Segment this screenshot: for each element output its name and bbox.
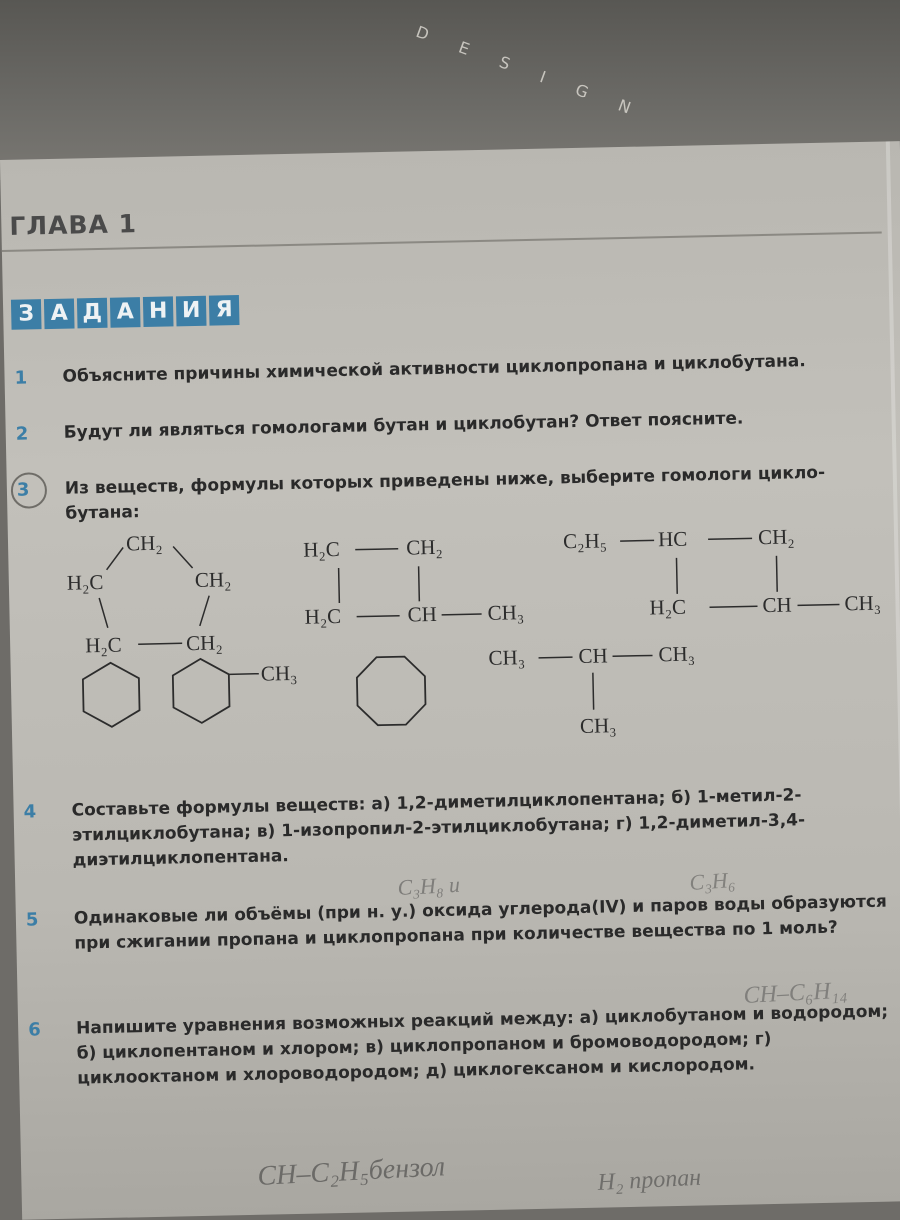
atom-label: CH₂ [757, 524, 795, 550]
handwritten-note: CH–C₆H₁₄ [742, 977, 848, 1009]
structural-formulas [8, 501, 900, 780]
handwritten-note: H₂ пропан [596, 1164, 702, 1196]
task-number: 2 [15, 423, 29, 445]
atom-label: CH₂ [194, 567, 232, 593]
formula-cyclopentane [66, 529, 233, 657]
atom-label: CH [578, 643, 608, 668]
atom-label: H₂C [84, 632, 122, 658]
task-2 [15, 404, 885, 445]
bond [99, 598, 108, 628]
bond [798, 605, 840, 606]
task-number: 6 [28, 1019, 41, 1041]
bond [106, 548, 123, 570]
bond [173, 546, 192, 568]
bond [419, 566, 420, 601]
atom-label: CH₃ [658, 641, 696, 667]
task-text: Объясните причины химической активности циклопропана и циклобутана. [62, 351, 806, 387]
bond [339, 568, 340, 603]
atom-label: H₂C [649, 594, 687, 620]
heading-letter: Н [143, 296, 174, 327]
task-6 [28, 999, 898, 1089]
task-4 [23, 781, 893, 871]
heading-letter: И [176, 296, 207, 327]
atom-label: CH₃ [260, 660, 298, 686]
bond [613, 655, 653, 656]
section-heading-zadaniya [11, 295, 240, 330]
heading-letter: З [11, 299, 42, 330]
task-1 [14, 348, 884, 389]
bond [229, 674, 259, 675]
bond [442, 614, 482, 615]
atom-label: HC [657, 526, 688, 552]
heading-letter: А [44, 298, 75, 329]
textbook-page [0, 141, 900, 1220]
bond [776, 556, 777, 592]
heading-letter: А [110, 297, 141, 328]
bond [199, 596, 210, 626]
bond [708, 538, 752, 539]
handwritten-note: C₃H₆ [688, 866, 737, 895]
bond [138, 643, 182, 644]
atom-label: H₂C [302, 536, 340, 562]
atom-label: H₂C [304, 603, 342, 629]
formula-isobutane [488, 642, 696, 740]
atom-label: CH₃ [579, 713, 617, 738]
task-number: 5 [25, 909, 39, 931]
task-text: Будут ли являться гомологами бутан и циклобутан? Ответ поясните. [63, 408, 744, 443]
design-brand-text: D E S I G N [413, 22, 647, 123]
atom-label: CH₂ [125, 530, 163, 556]
atom-label: CH [407, 601, 438, 627]
task-text: Составьте формулы веществ: а) 1,2-диметилциклопентана; б) 1-метил-2-этилциклобутана; в) 1-изопропил-2-этилциклобутана; г) 1,2-диметил-3,4-диэтилциклопентана. [71, 785, 806, 871]
task-number: 3 [16, 479, 30, 501]
formula-ethyl-methylcyclobutane [563, 523, 881, 622]
atom-label: CH₃ [844, 590, 882, 616]
atom-label: CH [762, 592, 792, 618]
chapter-title: ГЛАВА 1 [9, 209, 138, 241]
bond [620, 540, 654, 541]
bond [539, 657, 573, 658]
heading-letter: Д [77, 298, 108, 329]
bond [676, 558, 677, 594]
bond [355, 549, 398, 550]
atom-label: CH₂ [185, 630, 223, 656]
handwritten-note: CH–C₂H₅бензол [256, 1151, 446, 1192]
task-text: Одинаковые ли объёмы (при н. у.) оксида углерода(IV) и паров воды образуются при сжигании пропана и циклопропана при количестве вещества по 1 моль? [73, 891, 888, 954]
heading-letter: Я [209, 295, 240, 326]
bond [593, 673, 594, 710]
task-3 [16, 460, 887, 524]
formula-methylcyclohexane [172, 657, 298, 724]
task-text: Из веществ, формулы которых приведены ниже, выберите гомологи цикло-бутана: [64, 462, 826, 524]
atom-label: CH₃ [488, 645, 526, 670]
task-text: Напишите уравнения возможных реакций между: а) циклобутаном и водородом; б) циклопентаном и хлором; в) циклопропаном и бромоводородом; г) циклооктаном и хлороводородом; д) циклогексаном и кислородом. [75, 1001, 889, 1089]
task-number: 1 [14, 367, 28, 389]
cyclohexane-ring [172, 658, 229, 723]
cyclohexane-ring [83, 662, 140, 727]
atom-label: H₂C [66, 569, 104, 595]
task-5 [25, 889, 896, 954]
atom-label: CH₂ [405, 534, 443, 560]
task-number: 4 [23, 801, 37, 823]
handwritten-note: C₃H₈ и [396, 871, 461, 900]
bond [357, 616, 400, 617]
atom-label: C₂H₅ [562, 528, 608, 554]
bond [710, 606, 758, 607]
atom-label: CH₃ [487, 600, 525, 625]
cyclooctane-ring [357, 656, 426, 725]
formula-methylcyclobutane [303, 533, 524, 629]
